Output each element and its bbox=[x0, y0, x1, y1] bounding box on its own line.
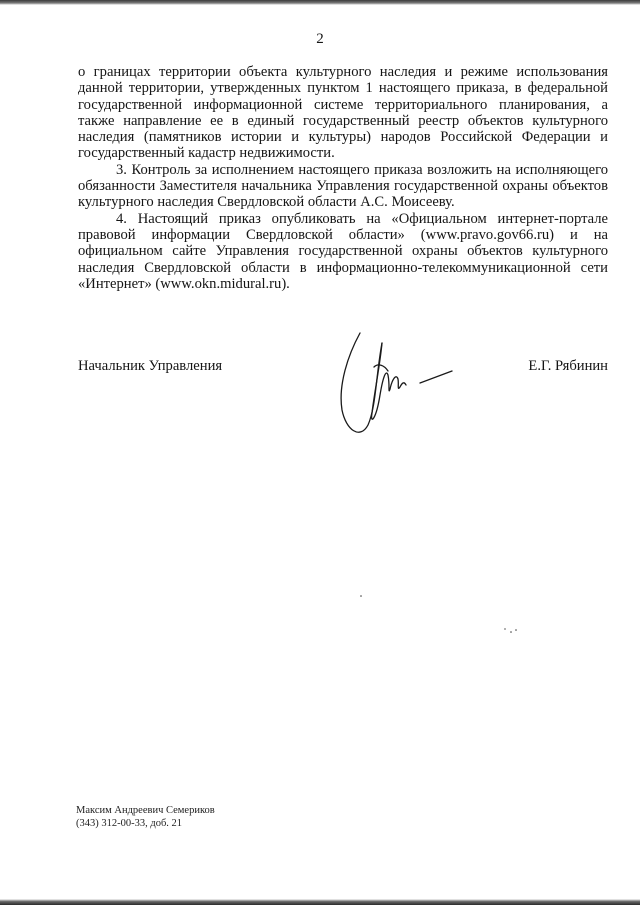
scan-edge-top bbox=[0, 0, 640, 5]
executor-phone: (343) 312-00-33, доб. 21 bbox=[76, 818, 183, 829]
paragraph-item-4: 4. Настоящий приказ опубликовать на «Официальном интернет-портале правовой информации Свердловской области» (www.pravo.gov66.ru) и на официальном сайте Управления государственной охраны объектов культурного наследия Свердловской области в информационно-телекоммуникационной сети «Интернет» (www.okn.midural.ru). bbox=[78, 210, 608, 292]
scan-speck bbox=[504, 628, 506, 630]
signatory-position: Начальник Управления bbox=[78, 358, 223, 374]
paragraph-continuation: о границах территории объекта культурного наследия и режиме использования данной территории, утвержденных пунктом 1 настоящего приказа, в федеральной государственной информационной системе территориального планирования, а также направление ее в единый государственный реестр объектов культурного наследия (памятников истории и культуры) народов Российской Федерации и государственный кадастр недвижимости. bbox=[78, 64, 608, 162]
scan-speck bbox=[510, 631, 512, 633]
executor-footer bbox=[76, 804, 215, 830]
scan-speck bbox=[360, 595, 362, 597]
signatory-name: Е.Г. Рябинин bbox=[528, 358, 608, 374]
document-body bbox=[78, 64, 608, 292]
scan-speck bbox=[515, 629, 517, 631]
executor-name: Максим Андреевич Семериков bbox=[76, 805, 215, 816]
paragraph-item-3: 3. Контроль за исполнением настоящего приказа возложить на исполняющего обязанности Заместителя начальника Управления государственной охраны объектов культурного наследия Свердловской области А.С. Моисееву. bbox=[78, 161, 608, 211]
page-number: 2 bbox=[316, 31, 324, 47]
handwritten-signature bbox=[330, 325, 465, 445]
scan-edge-bottom bbox=[0, 899, 640, 905]
